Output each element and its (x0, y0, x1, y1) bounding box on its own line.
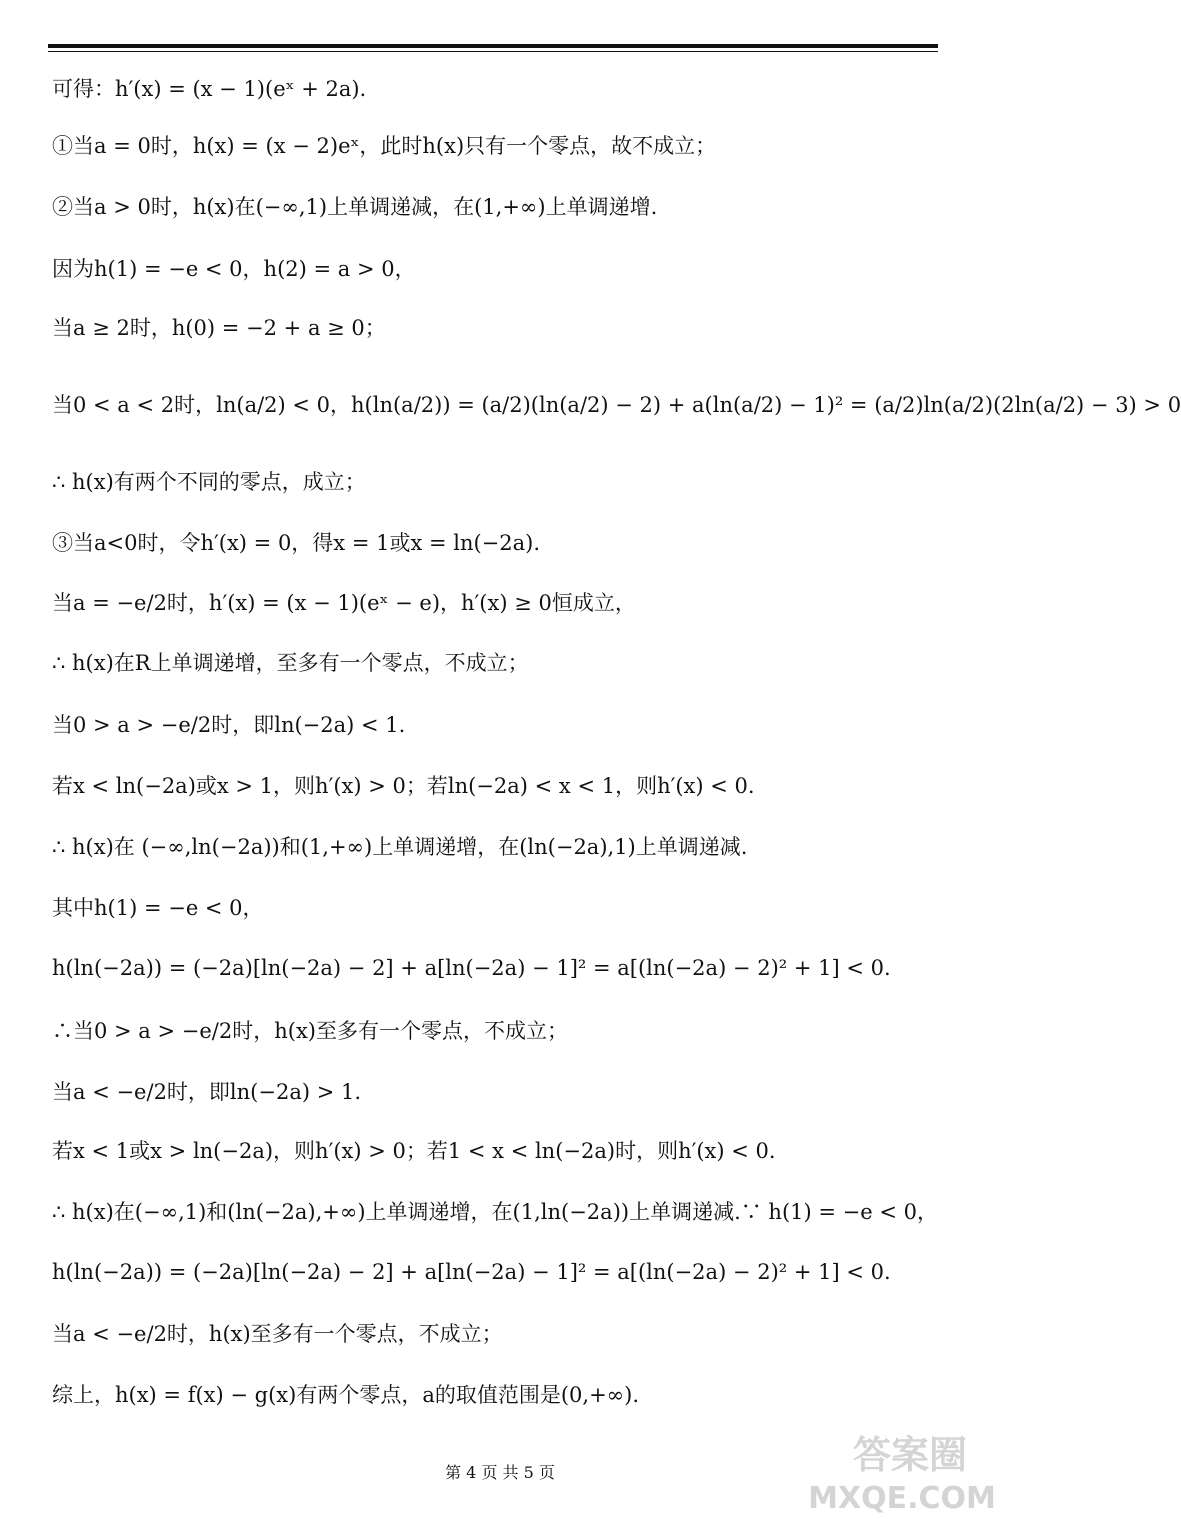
solution-line: 若x < 1或x > ln(−2a)，则h′(x) > 0；若1 < x < ln(−2a)时，则h′(x) < 0. (52, 1139, 776, 1163)
header-rule-thick (48, 44, 938, 48)
site-watermark-logo (808, 1428, 996, 1516)
page-footer: 第 4 页 共 5 页 (445, 1463, 555, 1482)
solution-line: 可得：h′(x) = (x − 1)(eˣ + 2a). (52, 77, 367, 101)
solution-line: ∴ h(x)在R上单调递增，至多有一个零点，不成立； (52, 651, 529, 675)
solution-line: 当0 > a > −e/2时，即ln(−2a) < 1. (52, 713, 406, 737)
solution-line: 当a < −e/2时，h(x)至多有一个零点，不成立； (52, 1322, 503, 1346)
solution-line: ∴当0 > a > −e/2时，h(x)至多有一个零点，不成立； (52, 1019, 568, 1043)
solution-line: h(ln(−2a)) = (−2a)[ln(−2a) − 2] + a[ln(−2a) − 1]² = a[(ln(−2a) − 2)² + 1] < 0. (52, 956, 891, 980)
solution-line: ②当a > 0时，h(x)在(−∞,1)上单调递减，在(1,+∞)上单调递增. (52, 195, 658, 219)
solution-line: 若x < ln(−2a)或x > 1，则h′(x) > 0；若ln(−2a) < x < 1，则h′(x) < 0. (52, 774, 755, 798)
solution-line: 其中h(1) = −e < 0， (52, 896, 264, 920)
solution-line: ∴ h(x)在 (−∞,ln(−2a))和(1,+∞)上单调递增，在(ln(−2a),1)上单调递减. (52, 835, 748, 859)
solution-line: ∴ h(x)在(−∞,1)和(ln(−2a),+∞)上单调递增，在(1,ln(−2a))上单调递减.∵ h(1) = −e < 0， (52, 1200, 938, 1224)
solution-line: ③当a<0时，令h′(x) = 0，得x = 1或x = ln(−2a). (52, 531, 541, 555)
solution-line: 因为h(1) = −e < 0，h(2) = a > 0， (52, 257, 416, 281)
solution-line: h(ln(−2a)) = (−2a)[ln(−2a) − 2] + a[ln(−2a) − 1]² = a[(ln(−2a) − 2)² + 1] < 0. (52, 1260, 891, 1284)
svg-text:答案圈: 答案圈 (852, 1433, 968, 1477)
solution-line: 当0 < a < 2时，ln(a/2) < 0，h(ln(a/2)) = (a/2)(ln(a/2) − 2) + a(ln(a/2) − 1)² = (a/2)ln(a/2)(2ln(a/2) − 3) > 0 (52, 393, 1181, 417)
solution-line: 当a < −e/2时，即ln(−2a) > 1. (52, 1080, 362, 1104)
solution-line: 当a = −e/2时，h′(x) = (x − 1)(eˣ − e)，h′(x) ≥ 0恒成立， (52, 591, 636, 615)
solution-line: 当a ≥ 2时，h(0) = −2 + a ≥ 0； (52, 316, 386, 340)
header-rule-thin (48, 51, 938, 52)
solution-line: ∴ h(x)有两个不同的零点，成立； (52, 470, 366, 494)
solution-line: 综上，h(x) = f(x) − g(x)有两个零点，a的取值范围是(0,+∞). (52, 1383, 640, 1407)
svg-text:MXQE.COM: MXQE.COM (808, 1481, 996, 1516)
solution-line: ①当a = 0时，h(x) = (x − 2)eˣ，此时h(x)只有一个零点，故不成立； (52, 134, 717, 158)
